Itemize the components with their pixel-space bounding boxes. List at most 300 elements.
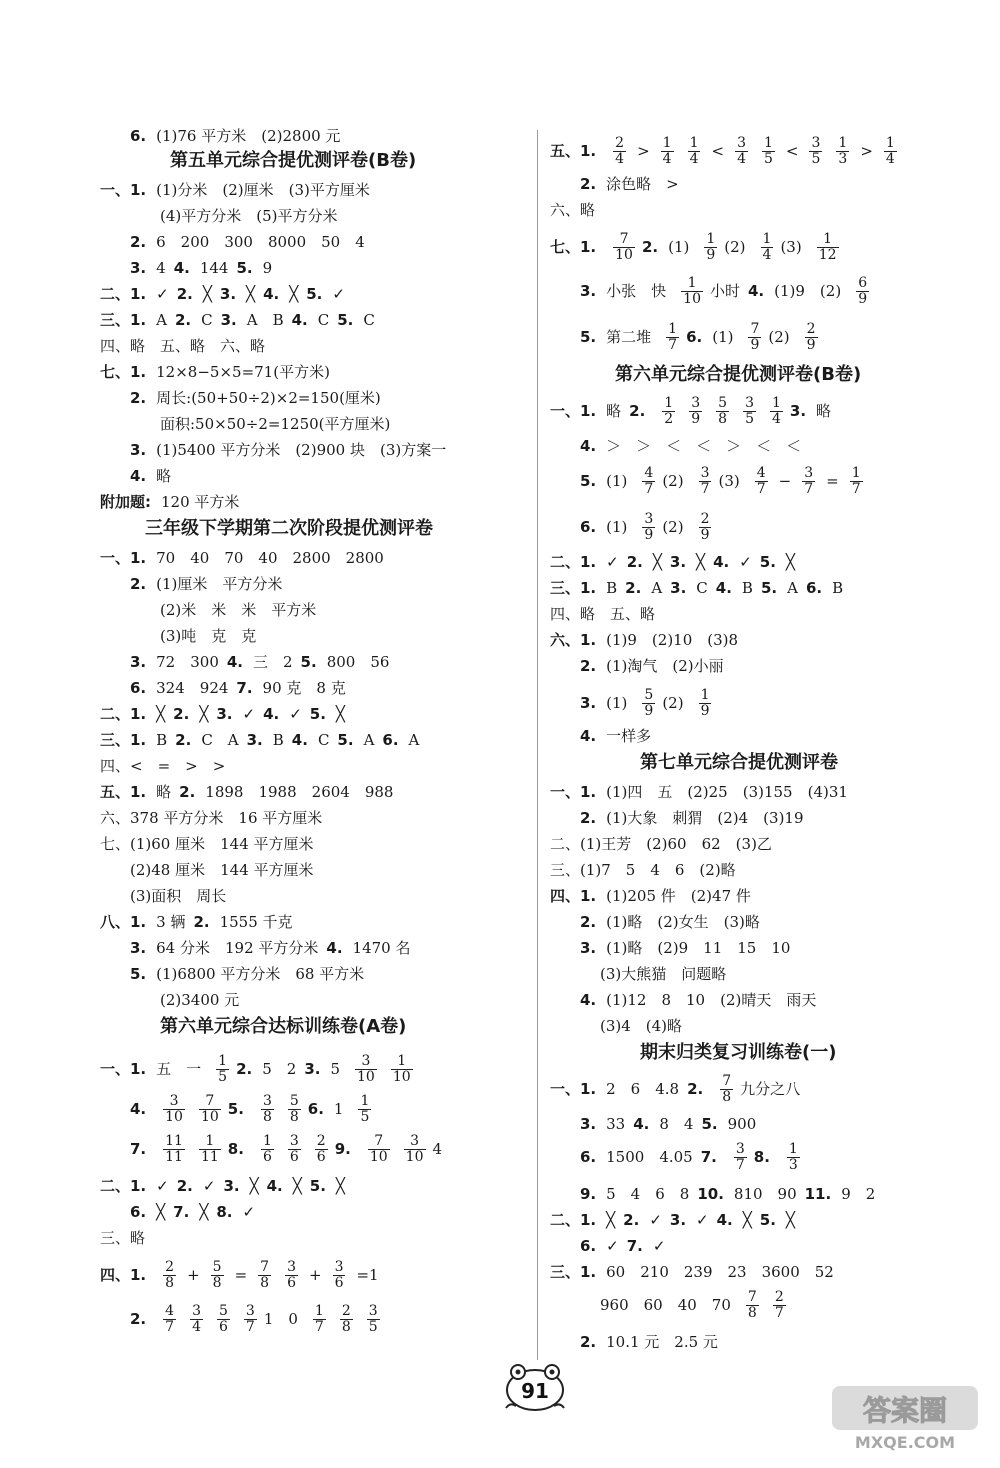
fraction-denominator: 5	[811, 150, 821, 167]
item-number: 3.	[580, 282, 597, 300]
answer-text: B	[272, 731, 284, 749]
answer-text: 小张 快	[606, 282, 667, 300]
answer-line	[580, 1236, 673, 1256]
svg-text:MXQE.COM: MXQE.COM	[854, 1433, 956, 1452]
answer-text: B	[832, 579, 844, 597]
item-number: 一、1.	[100, 1060, 147, 1078]
answer-line	[100, 492, 247, 512]
item-number: 二、1.	[100, 285, 147, 303]
answer-text: ╳	[785, 1211, 795, 1229]
fraction-denominator: 8	[718, 410, 728, 427]
fraction-numerator: 3	[361, 1052, 371, 1069]
fraction-numerator: 2	[165, 1258, 175, 1275]
answer-line	[550, 860, 744, 880]
answer-line	[580, 1114, 764, 1134]
answer-text: A B	[246, 311, 284, 329]
answer-text: B	[741, 579, 753, 597]
fraction	[163, 1134, 185, 1165]
fraction-numerator: 5	[644, 686, 654, 703]
fraction-denominator: 9	[806, 336, 816, 353]
item-number: 2.	[580, 657, 597, 675]
answer-text: 2 6 4.8	[606, 1080, 680, 1098]
item-number: 5.	[309, 1177, 326, 1195]
item-number: 6.	[686, 328, 703, 346]
answer-text: 70 40 70 40 2800 2800	[156, 549, 384, 567]
fraction-numerator: 7	[722, 1072, 732, 1089]
operator: >	[637, 142, 650, 160]
item-number: 6.	[805, 579, 823, 597]
answer-text: 5 2	[262, 1060, 297, 1078]
answer-text: 略	[156, 783, 172, 801]
fraction-denominator: 9	[691, 410, 701, 427]
item-number: 五、1.	[550, 142, 597, 160]
answer-line	[550, 1210, 803, 1230]
answer-line	[580, 684, 718, 722]
answer-text: 九分之八	[740, 1080, 801, 1098]
item-number: 二、1.	[550, 553, 597, 571]
fraction-numerator: 3	[334, 1258, 344, 1275]
answer-text: C	[201, 311, 213, 329]
fraction-denominator: 5	[745, 410, 754, 427]
answer-text: ✓	[156, 285, 169, 303]
answer-line	[550, 228, 846, 266]
answer-text: ✓	[649, 1211, 662, 1229]
fraction-denominator: 7	[668, 336, 678, 353]
answer-text: 5	[330, 1060, 340, 1078]
fraction-numerator: 7	[374, 1132, 384, 1149]
answer-text: 四、< = > >	[100, 757, 226, 775]
operator: >	[860, 142, 873, 160]
answer-line	[130, 678, 354, 698]
fraction	[755, 466, 768, 497]
section-title: 第七单元综合提优测评卷	[640, 752, 838, 773]
answer-text: 64 分米 192 平方分米	[156, 939, 319, 957]
fraction-numerator: 1	[700, 686, 710, 703]
fraction	[762, 136, 775, 167]
fraction	[358, 1094, 371, 1125]
fraction-denominator: 4	[885, 150, 895, 167]
fraction	[748, 322, 761, 353]
fraction-denominator: 10	[200, 1108, 219, 1125]
fraction-denominator: 3	[838, 150, 848, 167]
fraction	[817, 232, 839, 263]
answer-line	[130, 258, 280, 278]
fraction-denominator: 12	[818, 246, 837, 263]
item-number: 3.	[246, 731, 263, 749]
answer-text: 小时	[709, 282, 740, 300]
answer-text: 六、378 平方分米 16 平方厘米	[100, 809, 323, 827]
fraction-numerator: 11	[165, 1132, 183, 1149]
fraction-numerator: 1	[885, 134, 895, 151]
answer-text: 1470 名	[352, 939, 411, 957]
column-divider	[537, 130, 538, 1360]
answer-text: ✓	[242, 705, 256, 723]
item-number: 六、1.	[550, 631, 597, 649]
answer-text: ╳	[292, 1177, 302, 1195]
answer-text: (1)	[606, 472, 628, 490]
answer-text: ✓	[739, 553, 752, 571]
fraction-numerator: 5	[212, 1258, 222, 1275]
fraction-denominator: 6	[334, 1274, 344, 1291]
fraction-denominator: 6	[218, 1318, 228, 1335]
answer-line	[100, 1176, 353, 1196]
item-number: 2.	[173, 705, 190, 723]
item-number: 6.	[307, 1100, 324, 1118]
fraction-denominator: 10	[165, 1108, 183, 1125]
answer-line	[580, 912, 768, 932]
answer-line	[580, 318, 825, 356]
item-number: 8.	[216, 1203, 233, 1221]
fraction-denominator: 7	[735, 1156, 745, 1173]
fraction-denominator: 9	[858, 290, 868, 307]
fraction-numerator: 1	[762, 230, 772, 247]
item-number: 八、1.	[100, 913, 147, 931]
item-number: 5.	[309, 705, 326, 723]
fraction	[699, 688, 712, 719]
fraction	[734, 1142, 747, 1173]
item-number: 4.	[580, 991, 597, 1009]
answer-text: 五 一	[156, 1060, 202, 1078]
answer-line	[100, 704, 353, 724]
answer-text: 8 4	[659, 1115, 694, 1133]
answer-text: ✓	[289, 705, 302, 723]
answer-text: ✓	[696, 1211, 709, 1229]
item-number: 七、1.	[550, 238, 597, 256]
answer-text: (1)6800 平方分米 68 平方米	[156, 965, 365, 983]
item-number: 4.	[173, 259, 190, 277]
fraction-denominator: 4	[689, 150, 699, 167]
item-number: 6.	[382, 731, 399, 749]
answer-text: C	[317, 311, 330, 329]
fraction-numerator: 1	[823, 230, 833, 247]
fraction-numerator: 3	[811, 134, 821, 151]
answer-text: ╳	[202, 285, 212, 303]
fraction-denominator: 7	[700, 480, 710, 497]
answer-line	[580, 1138, 807, 1176]
answer-text: (3)	[780, 238, 802, 256]
answer-text: A	[651, 579, 663, 597]
svg-text:答案圈: 答案圈	[862, 1394, 948, 1427]
item-number: 5.	[580, 472, 597, 490]
fraction	[642, 688, 655, 719]
answer-line	[580, 508, 718, 546]
answer-text: ╳	[289, 285, 299, 303]
answer-text: (1)淘气 (2)小丽	[606, 657, 724, 675]
answer-text: ╳	[249, 1177, 259, 1195]
answer-text: (2)48 厘米 144 平方厘米	[130, 861, 314, 879]
item-number: 2.	[629, 402, 646, 420]
fraction-numerator: 1	[838, 134, 848, 151]
fraction-denominator: 8	[341, 1318, 351, 1335]
operator: +	[187, 1266, 200, 1284]
fraction	[699, 512, 712, 543]
fraction	[315, 1134, 328, 1165]
fraction-denominator: 4	[192, 1318, 201, 1335]
fraction-denominator: 9	[750, 336, 760, 353]
item-number: 二、1.	[100, 705, 147, 723]
answer-line	[100, 730, 427, 750]
answer-line	[580, 1184, 883, 1204]
answer-text: 1898 1988 2604 988	[205, 783, 394, 801]
fraction-denominator: 11	[165, 1148, 183, 1165]
fraction-denominator: 8	[747, 1304, 757, 1321]
item-number: 一、1.	[550, 402, 597, 420]
fraction-numerator: 7	[619, 230, 629, 247]
item-number: 七、1.	[100, 363, 147, 381]
fraction	[642, 512, 655, 543]
item-number: 6.	[580, 1237, 597, 1255]
item-number: 7.	[173, 1203, 190, 1221]
answer-text: ╳	[335, 1177, 345, 1195]
answer-text: C A	[201, 731, 239, 749]
fraction	[746, 1290, 759, 1321]
item-number: 3.	[580, 694, 597, 712]
fraction-denominator: 9	[700, 526, 710, 543]
fraction-numerator: 3	[735, 1140, 745, 1157]
item-number: 2.	[176, 1177, 193, 1195]
fraction	[856, 276, 869, 307]
answer-line	[580, 436, 809, 456]
answer-text: 120 平方米	[161, 493, 240, 511]
item-number: 3.	[216, 705, 233, 723]
fraction	[313, 1304, 326, 1335]
fraction-denominator: 4	[771, 410, 781, 427]
fraction-denominator: 10	[615, 246, 633, 263]
operator: <	[711, 142, 725, 160]
fraction	[716, 396, 729, 427]
item-number: 5.	[760, 579, 778, 597]
answer-line	[130, 440, 454, 460]
answer-text: (3)吨 克 克	[160, 627, 257, 645]
fraction-denominator: 7	[644, 480, 654, 497]
fraction-numerator: 1	[314, 1302, 324, 1319]
fraction	[704, 232, 717, 263]
fraction-numerator: 3	[289, 1132, 299, 1149]
item-number: 2.	[130, 389, 147, 407]
item-number: 3.	[669, 553, 687, 571]
answer-line	[100, 834, 322, 854]
answer-line	[130, 1202, 263, 1222]
fraction-numerator: 3	[287, 1258, 296, 1275]
answer-text: 1555 千克	[219, 913, 293, 931]
answer-text: 9	[262, 259, 273, 277]
item-number: 2.	[176, 285, 193, 303]
fraction-denominator: 7	[851, 480, 861, 497]
fraction-numerator: 5	[289, 1092, 299, 1109]
answer-text: (2)	[662, 472, 684, 490]
answer-text: 72 300	[156, 653, 219, 671]
item-number: 7.	[236, 679, 253, 697]
fraction-numerator: 2	[774, 1288, 784, 1305]
item-number: 5.	[337, 731, 354, 749]
fraction-denominator: 4	[762, 246, 772, 263]
answer-text: (1)略 (2)9 11 15 10	[606, 939, 791, 957]
fraction	[333, 1260, 346, 1291]
answer-line	[580, 272, 876, 310]
fraction-numerator: 1	[262, 1132, 272, 1149]
item-number: 6.	[130, 679, 147, 697]
answer-text: 略	[606, 402, 622, 420]
answer-text: (1)厘米 平方分米	[156, 575, 283, 593]
item-number: 7.	[130, 1140, 147, 1158]
fraction	[367, 1304, 380, 1335]
item-number: 10.	[697, 1185, 724, 1203]
answer-line	[130, 126, 348, 146]
section-title: 期末归类复习训练卷(一)	[640, 1042, 837, 1063]
watermark-logo	[830, 1384, 980, 1454]
answer-text: ╳	[606, 1211, 616, 1229]
fraction	[163, 1094, 185, 1125]
fraction-denominator: 6	[316, 1148, 326, 1165]
fraction	[163, 1260, 176, 1291]
fraction-numerator: 3	[737, 134, 746, 151]
answer-line	[600, 1016, 690, 1036]
answer-text: 900	[727, 1115, 757, 1133]
answer-text: 9 2	[841, 1185, 876, 1203]
answer-text: ╳	[785, 553, 795, 571]
section-title: 第五单元综合提优测评卷(B卷)	[170, 150, 417, 171]
fraction-numerator: 3	[192, 1302, 201, 1319]
item-number: 一、1.	[100, 181, 147, 199]
answer-line	[100, 180, 378, 200]
fraction-numerator: 5	[218, 1302, 228, 1319]
answer-line	[130, 1300, 387, 1338]
answer-text: A	[363, 731, 375, 749]
item-number: 2.	[193, 913, 210, 931]
answer-text: 七、(1)60 厘米 144 平方厘米	[100, 835, 314, 853]
fraction-numerator: 2	[615, 134, 625, 151]
answer-text: 周长:(50+50÷2)×2=150(厘米)	[156, 389, 381, 407]
item-number: 5.	[236, 259, 253, 277]
answer-text: 面积:50×50÷2=1250(平方厘米)	[160, 415, 391, 433]
fraction-numerator: 1	[771, 394, 781, 411]
fraction-numerator: 3	[700, 464, 710, 481]
item-number: 一、1.	[550, 783, 597, 801]
fraction-numerator: 2	[700, 510, 710, 527]
answer-text: ✓	[652, 1237, 666, 1255]
fraction	[285, 1260, 298, 1291]
fraction-denominator: 10	[369, 1148, 388, 1165]
item-number: 三、1.	[550, 1263, 597, 1281]
fraction-numerator: 5	[718, 394, 728, 411]
fraction-denominator: 5	[763, 150, 773, 167]
fraction-numerator: 7	[747, 1288, 757, 1305]
answer-text: ╳	[156, 1203, 166, 1221]
answer-text: A	[787, 579, 798, 597]
item-number: 四、1.	[550, 887, 597, 905]
item-number: 四、1.	[100, 1266, 147, 1284]
item-number: 4.	[326, 939, 343, 957]
answer-text: 3 辆	[156, 913, 186, 931]
fraction-numerator: 2	[341, 1302, 351, 1319]
answer-line	[160, 600, 324, 620]
item-number: 三、1.	[100, 731, 147, 749]
item-number: 4.	[713, 553, 730, 571]
answer-line	[130, 964, 372, 984]
fraction-numerator: 1	[788, 1140, 798, 1157]
item-number: 附加题:	[100, 493, 151, 511]
answer-text: ✓	[242, 1203, 256, 1221]
answer-line	[100, 1050, 420, 1088]
answer-text: (1)	[668, 238, 690, 256]
answer-text: (2)	[768, 328, 790, 346]
answer-text: 90 克 8 克	[262, 679, 346, 697]
answer-line	[550, 782, 856, 802]
fraction	[689, 396, 702, 427]
item-number: 8.	[227, 1140, 244, 1158]
answer-text: ╳	[246, 285, 256, 303]
answer-text: (1)分米 (2)厘米 (3)平方厘米	[156, 181, 370, 199]
fraction	[770, 396, 783, 427]
fraction	[661, 136, 674, 167]
answer-text: ✓	[606, 553, 619, 571]
answer-line	[160, 990, 247, 1010]
fraction-denominator: 6	[287, 1274, 296, 1291]
fraction	[258, 1260, 271, 1291]
fraction	[805, 322, 818, 353]
answer-line	[160, 414, 398, 434]
item-number: 4.	[716, 1211, 733, 1229]
answer-text: (3)4 (4)略	[600, 1017, 683, 1035]
answer-text: A	[408, 731, 420, 749]
item-number: 4.	[291, 311, 308, 329]
fraction	[613, 136, 626, 167]
answer-line	[550, 886, 759, 906]
answer-line	[160, 206, 346, 226]
fraction-numerator: 1	[706, 230, 716, 247]
fraction-numerator: 3	[262, 1092, 272, 1109]
fraction-numerator: 3	[804, 464, 814, 481]
answer-text: ╳	[742, 1211, 752, 1229]
fraction-numerator: 4	[644, 464, 654, 481]
fraction	[836, 136, 849, 167]
item-number: 3.	[669, 1211, 687, 1229]
answer-text: ＞ ＞ ＜ ＜ ＞ ＜ ＜	[606, 437, 802, 455]
answer-line	[130, 232, 373, 252]
item-number: 3.	[130, 939, 147, 957]
fraction-denominator: 4	[615, 150, 625, 167]
item-number: 5.	[759, 1211, 776, 1229]
answer-text: 10.1 元 2.5 元	[606, 1333, 718, 1351]
item-number: 6.	[580, 1148, 597, 1166]
answer-text: (1)	[606, 694, 628, 712]
fraction-denominator: 8	[722, 1088, 732, 1105]
answer-text: 三、(1)7 5 4 6 (2)略	[550, 861, 736, 879]
answer-line	[550, 132, 904, 170]
item-number: 4.	[633, 1115, 650, 1133]
item-number: 2.	[174, 311, 192, 329]
answer-text: (3)面积 周长	[130, 887, 227, 905]
answer-text: 1 0	[263, 1310, 298, 1328]
answer-line	[100, 808, 330, 828]
fraction-numerator: 3	[169, 1092, 179, 1109]
fraction-numerator: 1	[763, 134, 773, 151]
answer-text: 6 200 300 8000 50 4	[156, 233, 365, 251]
fraction-denominator: 8	[262, 1108, 272, 1125]
answer-text: (1)205 件 (2)47 件	[606, 887, 751, 905]
fraction-numerator: 3	[644, 510, 654, 527]
fraction-numerator: 4	[165, 1302, 175, 1319]
operator: =	[234, 1266, 248, 1284]
item-number: 2.	[580, 175, 597, 193]
answer-line	[580, 656, 732, 676]
answer-text: (1)	[712, 328, 734, 346]
answer-text: ✓	[156, 1177, 169, 1195]
item-number: 5.	[300, 653, 317, 671]
fraction-denominator: 2	[664, 410, 674, 427]
answer-line	[550, 392, 839, 430]
fraction	[340, 1304, 353, 1335]
